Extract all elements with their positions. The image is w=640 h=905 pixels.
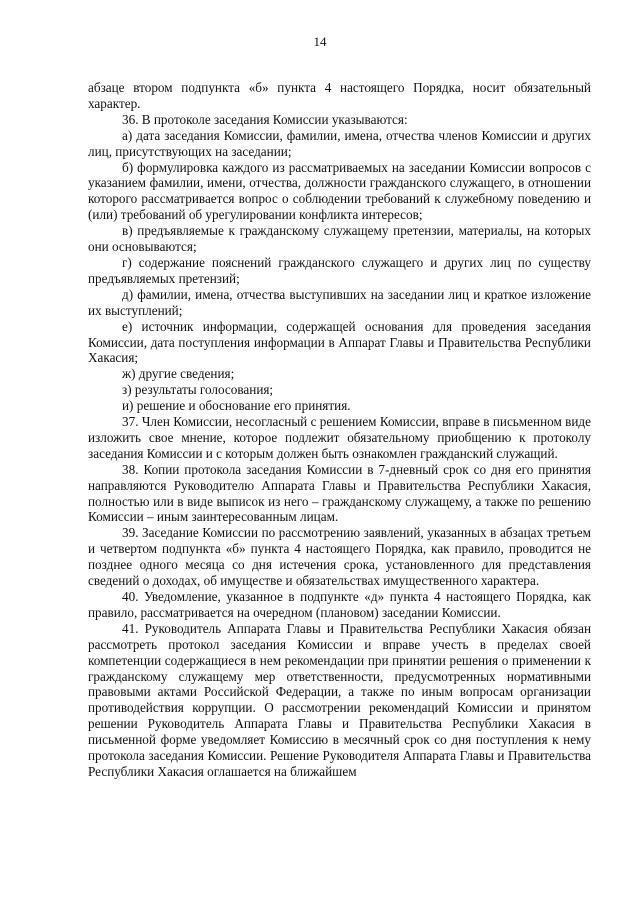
item-36-a: а) дата заседания Комиссии, фамилии, имена, отчества членов Комиссии и других лиц, присутствующих на заседании;: [88, 127, 591, 159]
item-36-e: е) источник информации, содержащей основания для проведения заседания Комиссии, дата поступления информации в Аппарат Главы и Правительства Республики Хакасия;: [88, 318, 591, 366]
paragraph-37: 37. Член Комиссии, несогласный с решением Комиссии, вправе в письменном виде изложить свое мнение, которое подлежит обязательному приобщению к протоколу заседания Комиссии и с которым должен быть ознакомлен гражданский служащий.: [88, 414, 591, 461]
paragraph-continuation: абзаце втором подпункта «б» пункта 4 настоящего Порядка, носит обязательный характер.: [88, 80, 591, 111]
paragraph-41: 41. Руководитель Аппарата Главы и Правительства Республики Хакасия обязан рассмотреть протокол заседания Комиссии и вправе учесть в пределах своей компетенции содержащиеся в нем рекомендации при принятии решения о применении к гражданскому служащему мер ответственности, предусмотренных нормативными правовыми актами Российской Федерации, а также по иным вопросам организации противодействия коррупции. О рассмотрении рекомендаций Комиссии и принятом решении Руководитель Аппарата Главы и Правительства Республики Хакасия в письменной форме уведомляет Комиссию в месячный срок со дня поступления к нему протокола заседания Комиссии. Решение Руководителя Аппарата Главы и Правительства Республики Хакасия оглашается на ближайшем: [88, 620, 591, 779]
item-36-zh: ж) другие сведения;: [122, 366, 235, 382]
item-36-g: г) содержание пояснений гражданского служащего и других лиц по существу предъявляемых претензий;: [88, 254, 591, 286]
paragraph-36: 36. В протоколе заседания Комиссии указываются:: [122, 111, 408, 127]
document-body: [88, 80, 591, 780]
item-36-v: в) предъявляемые к гражданскому служащему претензии, материалы, на которых они основываются;: [88, 223, 591, 255]
page-number: 14: [313, 34, 327, 49]
item-36-b: б) формулировка каждого из рассматриваемых на заседании Комиссии вопросов с указанием фамилии, имени, отчества, должности гражданского служащего, в отношении которого рассматривается вопрос о соблюдении требований к служебному поведению и (или) требований об урегулировании конфликта интересов;: [88, 159, 591, 223]
paragraph-40: 40. Уведомление, указанное в подпункте «д» пункта 4 настоящего Порядка, как правило, рассматривается на очередном (плановом) заседании Комиссии.: [88, 589, 591, 620]
item-36-d: д) фамилии, имена, отчества выступивших на заседании лиц и краткое изложение их выступлений;: [88, 286, 591, 318]
paragraph-39: 39. Заседание Комиссии по рассмотрению заявлений, указанных в абзацах третьем и четвертом подпункта «б» пункта 4 настоящего Порядка, как правило, проводится не позднее одного месяца со дня истечения срока, установленного для представления сведений о доходах, об имуществе и обязательствах имущественного характера.: [88, 525, 591, 589]
item-36-z: з) результаты голосования;: [122, 382, 274, 398]
paragraph-38: 38. Копии протокола заседания Комиссии в 7-дневный срок со дня его принятия направляются Руководителю Аппарата Главы и Правительства Республики Хакасия, полностью или в виде выписок из него – гражданскому служащему, а также по решению Комиссии – иным заинтересованным лицам.: [88, 461, 591, 525]
item-36-i: и) решение и обоснование его принятия.: [122, 398, 351, 414]
